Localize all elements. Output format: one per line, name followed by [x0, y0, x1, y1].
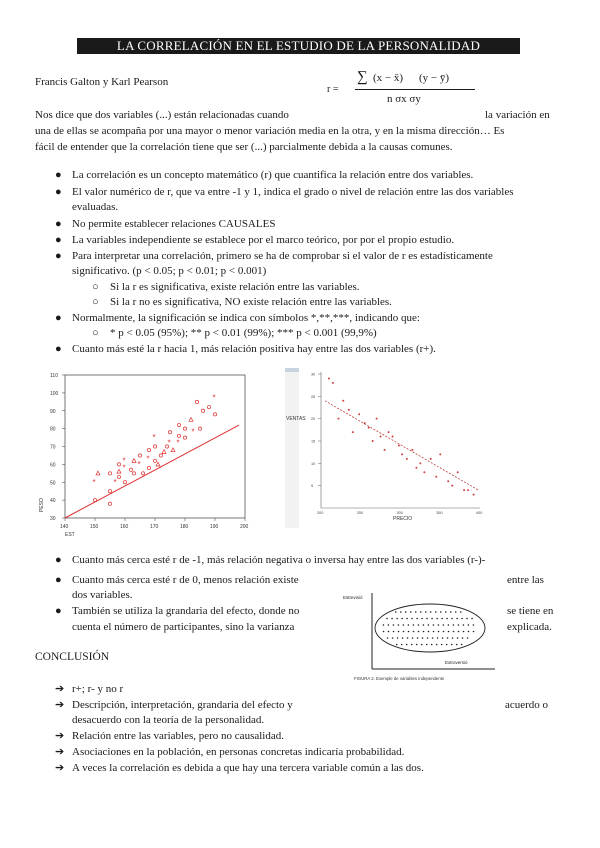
chart2-point: [463, 489, 465, 491]
chart2-point: [368, 427, 370, 429]
chart2-point: [384, 449, 386, 451]
chart1-ytick-label: 80: [50, 426, 56, 433]
chart3-point: [473, 631, 475, 633]
list-item: ● También se utiliza la grandaria del efecto, donde no se tiene en: [55, 605, 554, 617]
chart3-point: [411, 618, 413, 620]
chart3-point: [448, 631, 450, 633]
chart3-point: [468, 624, 470, 626]
sub-list-item: ○ Si la r no es significativa, NO existe relación entre las variables.: [92, 296, 392, 308]
chart1-ytick-label: 30: [50, 516, 56, 522]
chart3-point: [427, 637, 429, 639]
chart1-xtick-label: 180: [180, 524, 189, 530]
formula-sigma: ∑: [357, 69, 368, 85]
chart2-point: [352, 431, 354, 433]
chart3-point: [406, 618, 408, 620]
chart3-point: [398, 631, 400, 633]
chart3-point: [456, 644, 458, 646]
chart3-point: [393, 624, 395, 626]
chart1-point: *: [122, 456, 126, 466]
chart2-point: [457, 471, 459, 473]
chart3-point: [387, 637, 389, 639]
chart1-ytick-label: 40: [50, 498, 56, 505]
conclusion-title: CONCLUSIÓN: [35, 651, 110, 663]
list-item-continuation: evaluadas.: [72, 201, 119, 213]
chart3-point: [401, 618, 403, 620]
chart3-point: [403, 624, 405, 626]
chart2-ytick-label: 10: [311, 461, 316, 466]
chart3-point: [453, 624, 455, 626]
chart1-ytick-label: 50: [50, 480, 56, 487]
chart3-point: [396, 644, 398, 646]
chart3-point: [438, 631, 440, 633]
chart2-point: [451, 485, 453, 487]
chart3-point: [406, 644, 408, 646]
chart1-ytick-label: 100: [50, 390, 59, 397]
chart2-point: [419, 462, 421, 464]
formula-term-y: (y − ȳ): [419, 72, 450, 84]
chart3-point: [436, 644, 438, 646]
chart3-point: [473, 624, 475, 626]
chart3-point: [383, 624, 385, 626]
chart1-point: *: [176, 438, 180, 448]
chart1-point: *: [212, 393, 216, 403]
chart2-ylabel: VENTAS: [286, 416, 306, 422]
chart3-point: [445, 611, 447, 613]
formula-denominator: n σx σy: [387, 93, 421, 105]
chart2-point: [358, 413, 360, 415]
list-item: ● Cuanto más cerca esté r de -1, más relación negativa o inversa hay entre las dos variables (r-)-: [55, 554, 486, 566]
chart3-point: [395, 611, 397, 613]
list-item: ➔ r+; r- y no r: [55, 683, 124, 695]
chart3-point: [422, 637, 424, 639]
chart2-xtick-label: 250: [356, 511, 364, 515]
chart2-point: [342, 400, 344, 402]
list-item-continuation: significativo. (p < 0.05; p < 0.01; p < 0.001): [72, 265, 267, 277]
chart3-point: [462, 637, 464, 639]
chart3-point: [430, 611, 432, 613]
chart3-point: [471, 618, 473, 620]
chart3-point: [415, 611, 417, 613]
chart1-point: *: [137, 459, 141, 469]
chart1-plot-area: [65, 375, 245, 518]
list-item-continuation: desacuerdo con la teoría de la personalidad.: [72, 714, 265, 726]
intro-line1a: Nos dice que dos variables (...) están relacionadas cuando: [35, 109, 289, 121]
chart3-xlabel: Extroversió: [445, 660, 468, 665]
chart3-point: [401, 644, 403, 646]
chart1-ytick-label: 70: [50, 444, 56, 451]
authors: Francis Galton y Karl Pearson: [35, 76, 169, 88]
chart3-point: [463, 631, 465, 633]
chart1-xtick-label: 140: [60, 524, 69, 530]
list-item: ● Normalmente, la significación se indica con símbolos *,**,***, indicando que:: [55, 312, 420, 324]
chart3-point: [412, 637, 414, 639]
chart3-point: [392, 637, 394, 639]
chart3-point: [451, 644, 453, 646]
list-item-continuation: dos variables.: [72, 589, 133, 601]
chart2-point: [401, 453, 403, 455]
chart3-point: [388, 624, 390, 626]
chart2-point: [348, 409, 350, 411]
chart3-point: [423, 624, 425, 626]
chart3-point: [441, 618, 443, 620]
chart3-point: [440, 611, 442, 613]
sub-list-item: ○ Si la r es significativa, existe relación entre las variables.: [92, 281, 360, 293]
chart3-point: [443, 624, 445, 626]
chart3-point: [431, 618, 433, 620]
chart2-point: [337, 418, 339, 420]
chart3-point: [446, 644, 448, 646]
chart2-trend-line: [325, 401, 478, 490]
chart3-point: [403, 631, 405, 633]
chart1-point: *: [113, 477, 117, 487]
chart2-point: [473, 494, 475, 496]
chart3-point: [410, 611, 412, 613]
chart3-point: [448, 624, 450, 626]
chart3-point: [437, 637, 439, 639]
chart3-point: [461, 644, 463, 646]
chart2-point: [411, 449, 413, 451]
chart2-point: [372, 440, 374, 442]
chart3-point: [407, 637, 409, 639]
chart3-point: [467, 637, 469, 639]
chart1-xtick-label: 150: [90, 524, 99, 530]
chart2-xtick-label: 300: [396, 511, 403, 515]
chart1-xtick-label: 190: [210, 524, 219, 530]
chart3-point: [443, 631, 445, 633]
list-item: ● La variables independiente se establece por el marco teórico, por por el propio estudio.: [55, 234, 455, 246]
correlation-formula: [325, 68, 480, 112]
chart3-point: [400, 611, 402, 613]
chart3-point: [402, 637, 404, 639]
chart3-point: [455, 611, 457, 613]
chart3-point: [421, 618, 423, 620]
chart3-point: [433, 624, 435, 626]
chart1-xlabel: EST: [65, 532, 75, 538]
chart3-point: [386, 618, 388, 620]
list-item-continuation: cuenta el número de participantes, sino la varianza explicada.: [72, 621, 552, 633]
chart3-point: [398, 624, 400, 626]
intro-paragraph: [35, 107, 570, 155]
chart1-point: *: [92, 477, 96, 487]
chart2-point: [376, 418, 378, 420]
chart3-point: [413, 631, 415, 633]
list-item: ● No permite establecer relaciones CAUSALES: [55, 218, 276, 230]
chart1-ytick-label: 90: [50, 408, 56, 415]
list-item: ● Cuanto más esté la r hacia 1, más relación positiva hay entre las dos variables (r+).: [55, 343, 436, 355]
chart2-point: [423, 471, 425, 473]
chart3-point: [425, 611, 427, 613]
formula-fraction-bar: [355, 89, 475, 90]
chart3-point: [428, 624, 430, 626]
chart1-xtick-label: 200: [240, 524, 249, 530]
chart2-side-panel: [285, 368, 299, 528]
chart2-point: [392, 436, 394, 438]
chart3-point: [396, 618, 398, 620]
conclusion-list: [55, 682, 575, 777]
chart2-point: [439, 453, 441, 455]
chart3-ellipse: [375, 604, 485, 652]
chart3-point: [423, 631, 425, 633]
chart3-point: [442, 637, 444, 639]
formula-lhs: r =: [327, 84, 339, 95]
chart1-xtick-label: 170: [150, 524, 159, 530]
chart3-point: [393, 631, 395, 633]
chart3-point: [420, 611, 422, 613]
chart3-point: [411, 644, 413, 646]
chart3-point: [468, 631, 470, 633]
chart3-point: [405, 611, 407, 613]
list-item: ● Cuanto más cerca esté r de 0, menos relación existe entre las: [55, 574, 544, 586]
chart3-point: [441, 644, 443, 646]
chart3-point: [421, 644, 423, 646]
list-item: ● El valor numérico de r, que va entre -1 y 1, indica el grado o nivel de relación entre las dos variables: [55, 186, 514, 198]
chart1-ytick-label: 60: [50, 462, 56, 469]
chart1-point: *: [167, 438, 171, 448]
chart2-point: [467, 489, 469, 491]
chart3-point: [408, 624, 410, 626]
chart3-point: [453, 631, 455, 633]
chart3-point: [383, 631, 385, 633]
chart3-point: [433, 631, 435, 633]
chart1-ylabel: PESO: [39, 498, 45, 512]
chart3-point: [416, 644, 418, 646]
chart3-point: [435, 611, 437, 613]
chart2-xlabel: PRECIO: [393, 516, 413, 522]
chart2-point: [435, 476, 437, 478]
chart3-point: [450, 611, 452, 613]
scatter-chart-ventas-precio: [285, 368, 490, 528]
chart3-point: [461, 618, 463, 620]
chart2-ytick-label: 15: [311, 439, 316, 444]
chart3-point: [458, 631, 460, 633]
chart1-ytick-label: 110: [50, 373, 58, 379]
chart1-point: *: [146, 454, 150, 464]
chart3-point: [447, 637, 449, 639]
chart2-xtick-label: 400: [476, 511, 483, 515]
chart2-xtick-label: 350: [436, 511, 443, 515]
chart3-point: [458, 624, 460, 626]
chart3-point: [466, 618, 468, 620]
chart3-point: [388, 631, 390, 633]
page-title: LA CORRELACIÓN EN EL ESTUDIO DE LA PERSONALIDAD: [77, 38, 520, 54]
chart3-point: [436, 618, 438, 620]
chart3-point: [438, 624, 440, 626]
list-item: ➔ Descripción, interpretación, grandaria del efecto y acuerdo o: [55, 699, 549, 711]
chart2-point: [398, 444, 400, 446]
intro-line2: una de ellas se acompaña por una mayor o menor variación media en la otra, y en la misma dirección… Es: [35, 125, 505, 137]
chart2-point: [364, 422, 366, 424]
chart3-point: [391, 618, 393, 620]
chart3-point: [431, 644, 433, 646]
chart2-point: [430, 458, 432, 460]
chart3-point: [417, 637, 419, 639]
chart3-point: [408, 631, 410, 633]
formula-term-x: (x − x̄): [373, 72, 404, 84]
chart3-point: [413, 624, 415, 626]
list-item: ➔ Relación entre las variables, pero no causalidad.: [55, 730, 284, 742]
list-item: ● Para interpretar una correlación, primero se ha de comprobar si el valor de r es estadísticamente: [55, 250, 493, 262]
chart1-point: *: [191, 427, 195, 437]
chart3-point: [432, 637, 434, 639]
chart3-point: [416, 618, 418, 620]
chart2-point: [380, 436, 382, 438]
chart3-point: [460, 611, 462, 613]
chart2-point: [447, 480, 449, 482]
chart3-point: [451, 618, 453, 620]
chart2-point: [332, 382, 334, 384]
figure-independent-variables: [340, 585, 500, 685]
chart2-ytick-label: 5: [311, 484, 314, 489]
chart3-point: [428, 631, 430, 633]
chart3-point: [418, 631, 420, 633]
intro-line3: fácil de entender que la correlación tiene que ser (...) parcialmente debida a la causas comunes.: [35, 141, 453, 153]
chart2-ytick-label: 30: [311, 372, 316, 377]
chart3-point: [446, 618, 448, 620]
chart3-point: [463, 624, 465, 626]
chart2-point: [388, 431, 390, 433]
chart1-xtick-label: 160: [120, 524, 129, 530]
chart3-ylabel: Estrevisió: [343, 595, 363, 600]
chart2-ytick-label: 20: [311, 417, 316, 422]
chart3-point: [452, 637, 454, 639]
chart3-point: [426, 618, 428, 620]
list-item: ➔ Asociaciones en la población, en personas concretas indicaría probabilidad.: [55, 746, 405, 758]
chart3-point: [456, 618, 458, 620]
chart3-point: [457, 637, 459, 639]
chart3-caption: FIGURA 2. Exemple de variables independents: [354, 676, 445, 681]
intro-line1b: la variación en: [485, 109, 550, 121]
chart2-point: [406, 458, 408, 460]
chart1-point: *: [152, 433, 156, 443]
sub-list-item: ○ * p < 0.05 (95%); ** p < 0.01 (99%); *** p < 0.001 (99,9%): [92, 327, 377, 339]
chart2-point: [328, 377, 330, 379]
list-item: ➔ A veces la correlación es debida a que hay una tercera variable común a las dos.: [55, 762, 424, 774]
chart2-xtick-label: 200: [317, 511, 324, 515]
chart2-ytick-label: 25: [311, 394, 316, 399]
bullet-list: [55, 168, 575, 358]
chart3-point: [418, 624, 420, 626]
chart3-point: [397, 637, 399, 639]
chart2-point: [415, 467, 417, 469]
chart1-point: *: [122, 463, 126, 473]
list-item: ● La correlación es un concepto matemático (r) que cuantifica la relación entre dos variables.: [55, 169, 474, 181]
chart3-point: [426, 644, 428, 646]
scatter-chart-peso-est: [35, 370, 255, 540]
